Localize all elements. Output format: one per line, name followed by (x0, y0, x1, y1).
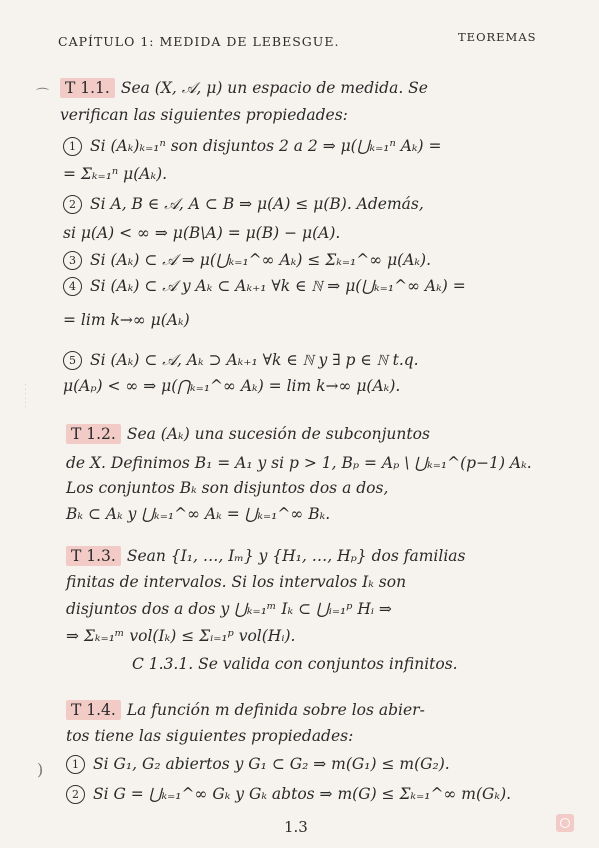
theorem-1-2-line-1: T 1.2. Sea (Aₖ) una sucesión de subconjuntos (66, 424, 430, 444)
theorem-tag: T 1.2. (66, 424, 121, 444)
corollary-1-3-1: C 1.3.1. Se valida con conjuntos infinitos. (132, 655, 458, 673)
circled-number-icon: 2 (66, 785, 85, 804)
margin-paren-icon: ) (37, 760, 44, 779)
theorem-1-1-item-5: 5 Si (Aₖ) ⊂ 𝒜, Aₖ ⊃ Aₖ₊₁ ∀k ∈ ℕ y ∃ p ∈ ℕ t.q. (63, 350, 419, 370)
theorem-1-1-line-1: T 1.1. Sea (X, 𝒜, μ) un espacio de medida. Se (60, 78, 428, 98)
theorem-1-1-item-4-cont: = lim k→∞ μ(Aₖ) (63, 311, 190, 329)
theorem-1-2-line-2: de X. Definimos B₁ = A₁ y si p > 1, Bₚ = Aₚ \ ⋃ₖ₌₁^(p−1) Aₖ. (66, 454, 532, 472)
theorem-1-1-item-4: 4 Si (Aₖ) ⊂ 𝒜 y Aₖ ⊂ Aₖ₊₁ ∀k ∈ ℕ ⇒ μ(⋃ₖ₌₁^∞ Aₖ) = (63, 276, 466, 296)
theorem-1-1-item-2-cont: si μ(A) < ∞ ⇒ μ(B\A) = μ(B) − μ(A). (63, 224, 341, 242)
section-label: TEOREMAS (458, 30, 537, 44)
theorem-1-3-line-1: T 1.3. Sean {I₁, …, Iₘ} y {H₁, …, Hₚ} dos familias (66, 546, 465, 566)
theorem-1-1-line-2: verifican las siguientes propiedades: (60, 106, 348, 124)
theorem-1-3-line-3: disjuntos dos a dos y ⋃ₖ₌₁ᵐ Iₖ ⊂ ⋃ᵢ₌₁ᵖ Hᵢ ⇒ (66, 600, 392, 618)
theorem-1-2-line-3: Los conjuntos Bₖ son disjuntos dos a dos, (66, 479, 389, 497)
theorem-1-1-item-5-cont: μ(Aₚ) < ∞ ⇒ μ(⋂ₖ₌₁^∞ Aₖ) = lim k→∞ μ(Aₖ). (63, 377, 401, 395)
theorem-1-1-item-1: 1 Si (Aₖ)ₖ₌₁ⁿ son disjuntos 2 a 2 ⇒ μ(⋃ₖ₌₁ⁿ Aₖ) = (63, 136, 442, 156)
theorem-tag: T 1.3. (66, 546, 121, 566)
circled-number-icon: 1 (63, 137, 82, 156)
margin-watermark-icon: · · · · · · (22, 383, 30, 408)
theorem-1-1-item-3: 3 Si (Aₖ) ⊂ 𝒜 ⇒ μ(⋃ₖ₌₁^∞ Aₖ) ≤ Σₖ₌₁^∞ μ(Aₖ). (63, 250, 431, 270)
page-number: 1.3 (284, 818, 308, 836)
theorem-1-4-item-2: 2 Si G = ⋃ₖ₌₁^∞ Gₖ y Gₖ abtos ⇒ m(G) ≤ Σₖ₌₁^∞ m(Gₖ). (66, 784, 511, 804)
circled-number-icon: 5 (63, 351, 82, 370)
chapter-title: CAPÍTULO 1: MEDIDA DE LEBESGUE. (58, 34, 340, 49)
theorem-1-1-item-2: 2 Si A, B ∈ 𝒜, A ⊂ B ⇒ μ(A) ≤ μ(B). Además, (63, 194, 424, 214)
circled-number-icon: 1 (66, 755, 85, 774)
theorem-1-2-line-4: Bₖ ⊂ Aₖ y ⋃ₖ₌₁^∞ Aₖ = ⋃ₖ₌₁^∞ Bₖ. (66, 505, 331, 523)
theorem-1-4-item-1: 1 Si G₁, G₂ abiertos y G₁ ⊂ G₂ ⇒ m(G₁) ≤ m(G₂). (66, 754, 450, 774)
app-badge-icon (556, 814, 574, 832)
circled-number-icon: 4 (63, 277, 82, 296)
theorem-tag: T 1.4. (66, 700, 121, 720)
circled-number-icon: 3 (63, 251, 82, 270)
theorem-1-3-line-4: ⇒ Σₖ₌₁ᵐ vol(Iₖ) ≤ Σᵢ₌₁ᵖ vol(Hᵢ). (66, 627, 296, 645)
theorem-1-4-line-2: tos tiene las siguientes propiedades: (66, 727, 354, 745)
theorem-1-3-line-2: finitas de intervalos. Si los intervalos Iₖ son (66, 573, 407, 591)
theorem-tag: T 1.1. (60, 78, 115, 98)
check-mark-icon: ⌒ (36, 88, 50, 103)
circled-number-icon: 2 (63, 195, 82, 214)
theorem-1-4-line-1: T 1.4. La función m definida sobre los abier- (66, 700, 425, 720)
theorem-1-1-item-1-cont: = Σₖ₌₁ⁿ μ(Aₖ). (63, 165, 168, 183)
